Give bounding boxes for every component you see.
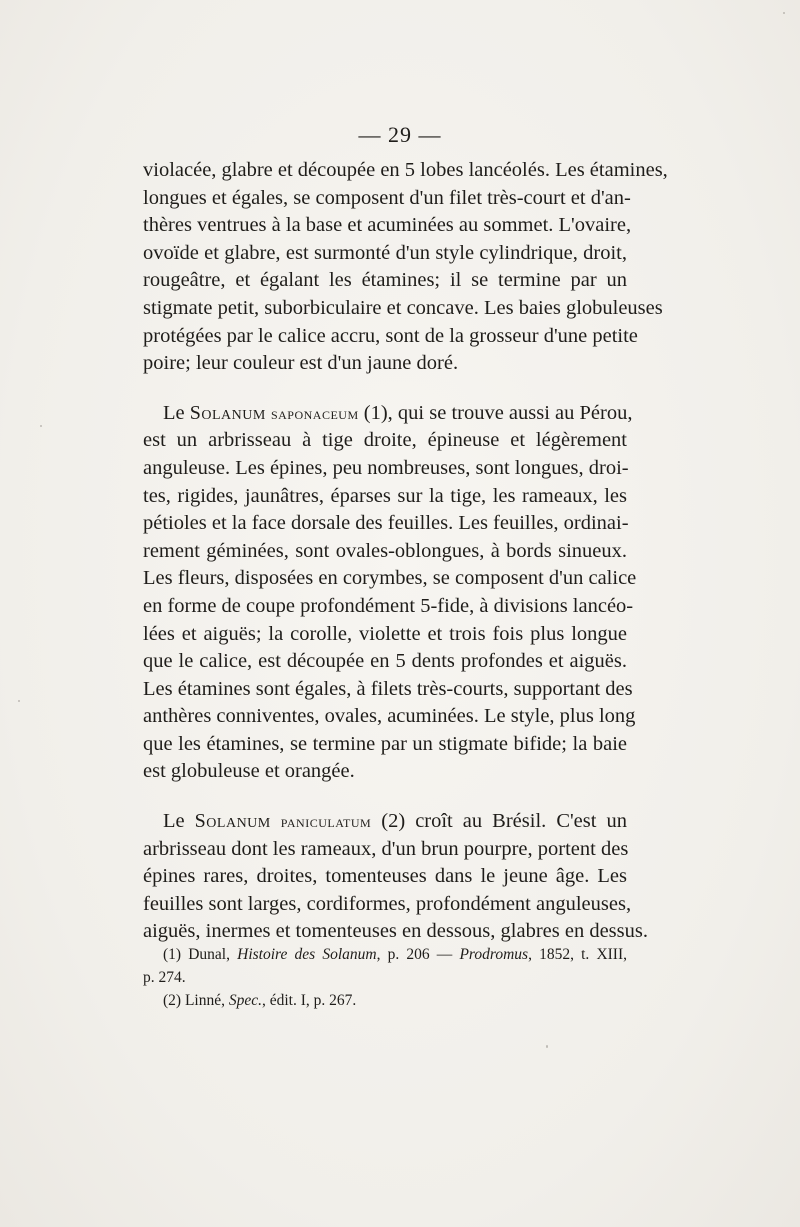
- footnote-text: , 1852, t. XIII,: [528, 946, 627, 963]
- paragraph-2: [143, 400, 637, 786]
- footnote-1-continuation: p. 274.: [143, 969, 186, 986]
- text-fragment: (2) croît au Brésil. C'est un: [371, 810, 627, 833]
- text-line: que les étamines, se termine par un stigmate bifide; la baie: [143, 732, 627, 755]
- footnotes: [143, 943, 627, 1012]
- text-line: épines rares, droites, tomenteuses dans le jeune âge. Les: [143, 865, 627, 888]
- text-line: tes, rigides, jaunâtres, éparses sur la tige, les rameaux, les: [143, 484, 627, 507]
- text-line: Les fleurs, disposées en corymbes, se composent d'un calice: [143, 567, 637, 590]
- paragraph-3: [143, 808, 648, 946]
- paper-speck: [783, 12, 785, 14]
- text-line: est globuleuse et orangée.: [143, 760, 355, 783]
- footnote-marker: (1): [163, 946, 182, 963]
- text-line: rement géminées, sont ovales-oblongues, à bords sinueux.: [143, 539, 627, 562]
- footnote-1: [143, 943, 627, 966]
- text-line: thères ventrues à la base et acuminées au sommet. L'ovaire,: [143, 214, 632, 237]
- genus-name: Solanum: [189, 401, 266, 424]
- page-number: — 29 —: [358, 122, 442, 147]
- text-line: que le calice, est découpée en 5 dents profondes et aiguës.: [143, 650, 627, 673]
- species-name: paniculatum: [280, 812, 372, 832]
- paper-speck: [546, 1045, 548, 1048]
- footnote-2: [143, 989, 627, 1012]
- text-line: ovoïde et glabre, est surmonté d'un style cylindrique, droit,: [143, 241, 627, 264]
- footnote-title: Prodromus: [459, 946, 529, 963]
- text-line: feuilles sont larges, cordiformes, profondément anguleuses,: [143, 892, 632, 915]
- text-line: lées et aiguës; la corolle, violette et trois fois plus longue: [143, 622, 627, 645]
- footnote-title: Histoire des Solanum: [237, 946, 377, 963]
- text-line: poire; leur couleur est d'un jaune doré.: [143, 352, 459, 375]
- text-line: anguleuse. Les épines, peu nombreuses, sont longues, droi-: [143, 456, 629, 479]
- text-fragment: Le: [163, 810, 195, 833]
- text-fragment: (1), qui se trouve aussi au Pérou,: [358, 401, 633, 424]
- text-line: pétioles et la face dorsale des feuilles. Les feuilles, ordinai-: [143, 512, 629, 535]
- text-fragment: Le: [163, 401, 190, 424]
- text-line: en forme de coupe profondément 5-fide, à divisions lancéo-: [143, 594, 634, 617]
- genus-name: Solanum: [194, 810, 271, 833]
- species-name: saponaceum: [270, 403, 359, 423]
- text-line: Les étamines sont égales, à filets très-courts, supportant des: [143, 677, 633, 700]
- text-line-first: [143, 808, 627, 836]
- text-line: protégées par le calice accru, sont de la grosseur d'une petite: [143, 324, 638, 347]
- text-line: longues et égales, se composent d'un filet très-court et d'an-: [143, 186, 631, 209]
- footnote-marker: (2): [163, 992, 182, 1009]
- footnote-text: , p. 206 —: [376, 946, 460, 963]
- paper-speck: [40, 425, 42, 427]
- footnote-title: Spec.: [228, 992, 262, 1009]
- text-line: aiguës, inermes et tomenteuses en dessous, glabres en dessus.: [143, 920, 648, 943]
- paragraph-1: [143, 157, 668, 378]
- text-line: stigmate petit, suborbiculaire et concave. Les baies globuleuses: [143, 296, 663, 319]
- text-line: arbrisseau dont les rameaux, d'un brun pourpre, portent des: [143, 837, 629, 860]
- footnote-text: , édit. I, p. 267.: [262, 992, 357, 1009]
- text-line-first: [143, 400, 633, 428]
- footnote-author: Dunal,: [181, 946, 238, 963]
- footnote-author: Linné,: [181, 992, 229, 1009]
- paper-speck: [18, 700, 20, 702]
- text-line: rougeâtre, et égalant les étamines; il se termine par un: [143, 269, 627, 292]
- text-line: est un arbrisseau à tige droite, épineuse et légèrement: [143, 429, 627, 452]
- text-line: violacée, glabre et découpée en 5 lobes lancéolés. Les étamines,: [143, 159, 668, 181]
- text-line: anthères conniventes, ovales, acuminées. Le style, plus long: [143, 705, 636, 728]
- main-text: [143, 157, 668, 946]
